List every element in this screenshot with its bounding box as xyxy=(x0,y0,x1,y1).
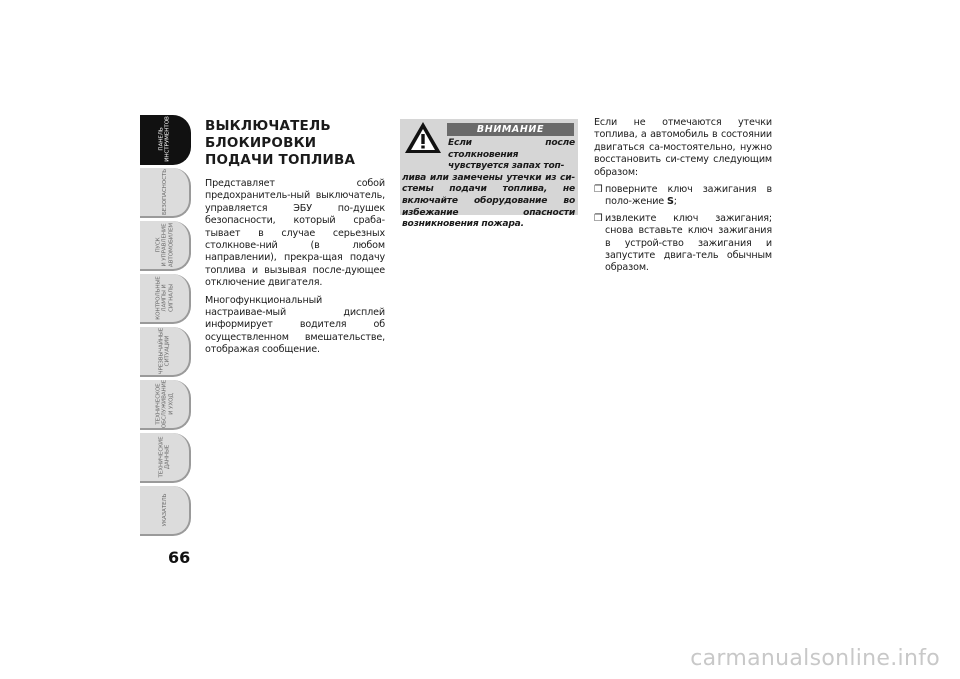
tab-technical-data[interactable] xyxy=(140,433,191,483)
right-column xyxy=(594,117,772,279)
tab-label: ТЕХНИЧЕСКИЕ ДАННЫЕ xyxy=(158,436,171,478)
tab-label: УКАЗАТЕЛЬ xyxy=(161,493,168,527)
tab-index[interactable] xyxy=(140,486,191,536)
list-item-text: поверните ключ зажигания в поло-жение xyxy=(605,184,772,208)
main-column xyxy=(205,118,385,362)
tab-label: ПУСК И УПРАВЛЕНИЕ АВТОМОБИЛЕМ xyxy=(154,222,174,268)
body-paragraph: Многофункциональный настраивае-мый дисплей информирует водителя об осуществленном вмешательстве, отображая сообщение. xyxy=(205,294,385,356)
watermark: carmanualsonline.info xyxy=(690,646,940,671)
list-item-text: извлеките ключ зажигания; снова вставьте ключ зажигания в устрой-ство зажигания и запустите двига-тель обычным образом. xyxy=(605,212,772,274)
tab-label: КОНТРОЛЬНЫЕ ЛАМПЫ И СИГНАЛЫ xyxy=(154,276,174,320)
tab-label: ТЕХНИЧЕСКОЕ ОБСЛУЖИВАНИЕ И УХОД xyxy=(154,380,174,429)
checkbox-bullet-icon: ❒ xyxy=(594,212,603,224)
list-item xyxy=(594,213,772,275)
tab-label: ЧРЕЗВЫЧАЙНЫЕ СИТУАЦИИ xyxy=(158,327,171,375)
chapter-tabs xyxy=(140,115,191,539)
body-paragraph: Представляет собой предохранитель-ный выключатель, управляется ЭБУ по-душек безопасности, который сраба-тывает в случае серьезных столкнове-ний (в любом направлении), прекра-щая подачу топлива и вызывая после-дующее отключение двигателя. xyxy=(205,178,385,289)
intro-paragraph: Если не отмечаются утечки топлива, а автомобиль в состоянии двигаться са-мостоятельно, нужно восстановить си-стему следующим образом: xyxy=(594,117,772,178)
section-heading: ВЫКЛЮЧАТЕЛЬ БЛОКИРОВКИ ПОДАЧИ ТОПЛИВА xyxy=(205,118,356,168)
warning-title: ВНИМАНИЕ xyxy=(447,123,574,136)
tab-label: БЕЗОПАСНОСТЬ xyxy=(161,169,168,215)
tab-starting-driving[interactable] xyxy=(140,221,191,271)
list-item-text: ; xyxy=(673,196,677,208)
checkbox-bullet-icon: ❒ xyxy=(594,184,603,196)
list-item xyxy=(594,184,772,209)
tab-label: ПАНЕЛЬ ИНСТРУМЕНТОВ xyxy=(158,116,171,162)
warning-text-rest: лива или замечены утечки из си-стемы подачи топлива, не включайте оборудование во избежание опасности возникновения пожара. xyxy=(402,172,575,230)
key-position: S xyxy=(666,196,674,208)
page-number: 66 xyxy=(168,548,191,567)
tab-panel-instruments[interactable] xyxy=(140,115,191,165)
tab-warning-lights[interactable] xyxy=(140,274,191,324)
warning-text xyxy=(402,138,575,231)
tab-emergencies[interactable] xyxy=(140,327,191,377)
tab-safety[interactable] xyxy=(140,168,191,218)
warning-text-lead: Если после столкновения чувствуется запах топ- xyxy=(448,138,575,172)
tab-maintenance[interactable] xyxy=(140,380,191,430)
